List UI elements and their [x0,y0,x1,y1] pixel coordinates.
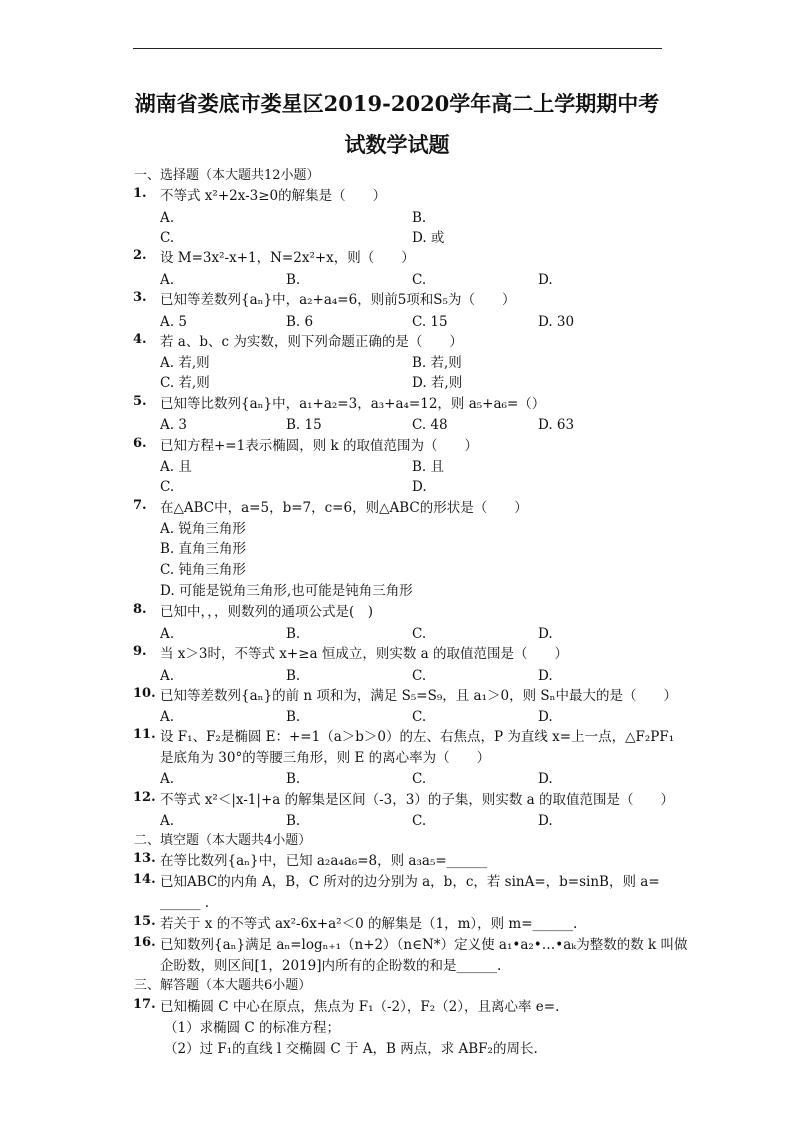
option-a: A. [160,709,175,725]
option-d: D. 若,则 [412,375,463,391]
option-c: C. 15 [412,314,448,330]
option-a: A. 3 [160,417,187,433]
question-text-cont: 企盼数，则区间[1，2019]内所有的企盼数的和是______. [160,958,502,974]
option-d: D. [538,668,553,684]
question-number: 15. [133,914,156,929]
question-number: 2. [133,248,147,263]
option-a: A. 若,则 [160,355,210,371]
question-number: 13. [133,851,156,866]
option-a: A. 锐角三角形 [160,521,246,537]
question-text: 不等式 x²＜|x-1|+a 的解集是区间（-3，3）的子集，则实数 a 的取值范围是（ ） [160,792,674,808]
option-b: B. [286,272,301,288]
question-text-cont: ______ . [160,895,210,911]
question-number: 5. [133,394,147,409]
section-heading-answer: 三、解答题（本大题共6小题） [134,978,312,993]
question-text: 在△ABC中，a=5，b=7，c=6，则△ABC的形状是（ ） [160,500,528,516]
option-a: A. 且 [160,459,192,475]
question-text: 已知等比数列{aₙ}中，a₁+a₂=3，a₃+a₄=12，则 a₅+a₆=（） [160,396,546,412]
option-a: A. [160,813,175,829]
option-b: B. 直角三角形 [160,541,247,557]
question-number: 6. [133,436,147,451]
option-d: D. [412,479,427,495]
option-d: D. [538,709,553,725]
option-d: D. [538,272,553,288]
doc-title-line2: 试数学试题 [344,132,450,157]
option-b: B. 15 [286,417,322,433]
question-text: 已知椭圆 C 中心在原点，焦点为 F₁（-2），F₂（2），且离心率 e=. [160,999,560,1015]
question-text: 已知等差数列{aₙ}的前 n 项和为，满足 S₅=S₉，且 a₁＞0，则 Sₙ中最大的是（ ） [160,688,677,704]
question-subpart-1: （1）求椭圆 C 的标准方程； [164,1020,341,1036]
doc-title-line1: 湖南省娄底市娄星区2019-2020学年高二上学期期中考 [134,91,660,116]
option-d: D. 30 [538,314,575,330]
option-b: B. 6 [286,314,314,330]
option-c: C. [412,709,427,725]
option-c: C. [412,771,427,787]
section-heading-fill: 二、填空题（本大题共4小题） [134,833,312,848]
question-number: 7. [133,498,147,513]
option-c: C. 钝角三角形 [160,562,246,578]
option-c: C. 若,则 [160,375,210,391]
question-text: 不等式 x²+2x-3≥0的解集是（ ） [160,188,387,204]
question-number: 4. [133,332,147,347]
option-a: A. [160,210,175,226]
question-number: 11. [133,727,156,742]
option-d: D. [538,626,553,642]
question-number: 8. [133,602,147,617]
question-text: 若 a、b、c 为实数，则下列命题正确的是（ ） [160,334,463,350]
option-a: A. [160,771,175,787]
option-b: B. 若,则 [412,355,462,371]
question-number: 17. [133,997,156,1012]
option-a: A. [160,272,175,288]
header-rule [133,48,662,49]
question-text-cont: 是底角为 30°的等腰三角形，则 E 的离心率为（ ） [160,750,491,766]
option-b: B. [286,813,301,829]
question-text: 已知ABC的内角 A，B，C 所对的边分别为 a，b，c，若 sinA=，b=sinB，则 a= [160,874,660,890]
option-c: C. 48 [412,417,448,433]
question-text: 设 F₁、F₂是椭圆 E：+=1（a＞b＞0）的左、右焦点，P 为直线 x=上一点，△F₂PF₁ [160,729,675,745]
question-text: 已知等差数列{aₙ}中，a₂+a₄=6，则前5项和S₅为（ ） [160,292,516,308]
option-c: C. [412,813,427,829]
option-a: A. 5 [160,314,187,330]
option-d: D. [538,813,553,829]
option-c: C. [412,668,427,684]
question-text: 已知中，，，则数列的通项公式是( ) [160,604,374,620]
question-text: 若关于 x 的不等式 ax²-6x+a²＜0 的解集是（1，m），则 m=______. [160,916,578,932]
option-b: B. 且 [412,459,445,475]
question-number: 10. [133,686,156,701]
option-d: D. 可能是锐角三角形,也可能是钝角三角形 [160,583,413,599]
question-text: 当 x＞3时，不等式 x+≥a 恒成立，则实数 a 的取值范围是（ ） [160,646,568,662]
question-number: 1. [133,186,147,201]
option-b: B. [286,771,301,787]
option-b: B. [286,709,301,725]
option-c: C. [160,479,175,495]
option-a: A. [160,626,175,642]
question-number: 9. [133,644,147,659]
option-c: C. [160,230,175,246]
option-a: A. [160,668,175,684]
question-number: 14. [133,872,156,887]
option-b: B. [412,210,427,226]
question-number: 16. [133,935,156,950]
question-number: 12. [133,790,156,805]
question-text: 设 M=3x²-x+1，N=2x²+x，则（ ） [160,250,415,266]
option-d: D. [538,771,553,787]
question-text: 已知方程+=1表示椭圆，则 k 的取值范围为（ ） [160,438,478,454]
option-d: D. 或 [412,230,445,246]
option-b: B. [286,668,301,684]
section-heading-choice: 一、选择题（本大题共12小题） [134,168,320,183]
question-text: 已知数列{aₙ}满足 aₙ=logₙ₊₁（n+2）（n∈N*）定义使 a₁•a₂•…•aₖ为整数的数 k 叫做 [160,937,688,953]
option-c: C. [412,626,427,642]
question-subpart-2: （2）过 F₁的直线 l 交椭圆 C 于 A，B 两点，求 ABF₂的周长. [164,1041,538,1057]
option-d: D. 63 [538,417,575,433]
option-b: B. [286,626,301,642]
option-c: C. [412,272,427,288]
question-text: 在等比数列{aₙ}中，已知 a₂a₄a₆=8，则 a₃a₅=______ [160,853,488,869]
question-number: 3. [133,290,147,305]
